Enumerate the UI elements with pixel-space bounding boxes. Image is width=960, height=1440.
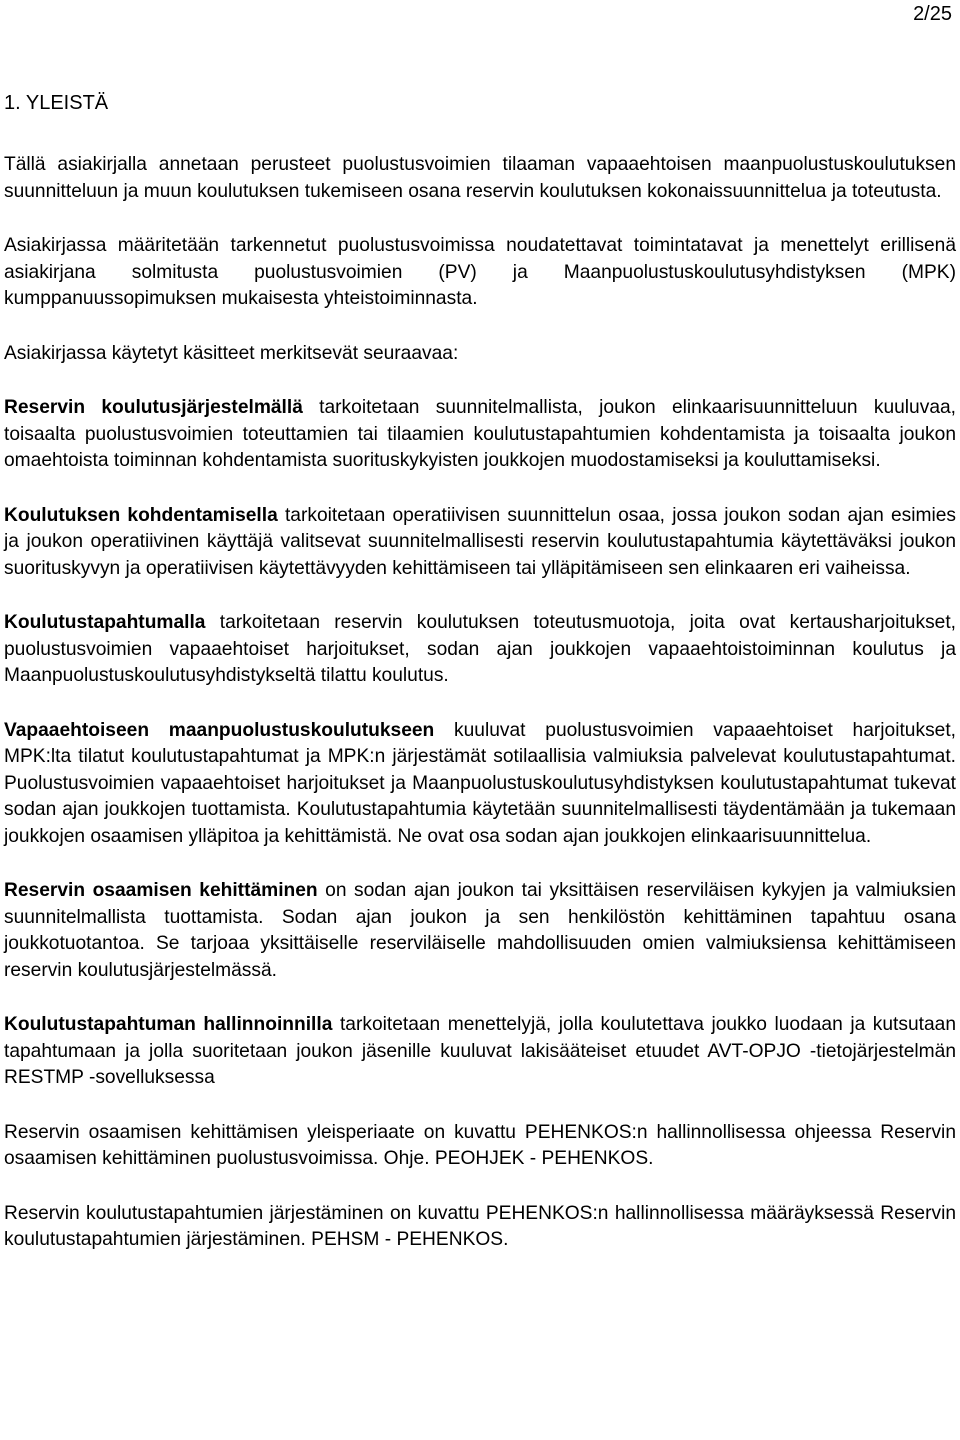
definition-paragraph xyxy=(4,1012,956,1092)
definition-paragraph xyxy=(4,610,956,690)
definition-term: Koulutustapahtumalla xyxy=(4,612,206,633)
definition-paragraph xyxy=(4,395,956,475)
definition-paragraph xyxy=(4,878,956,984)
definition-text: kuuluvat puolustusvoimien vapaaehtoiset harjoitukset, MPK:lta tilatut koulutustapahtumat ja MPK:n järjestämät sotilaallisia valmiuksia palvelevat koulutustapahtumat. Puolustusvoimien vapaaehtoiset harjoitukset ja Maanpuolustuskoulutusyhdistyksen koulutustapahtumat tukevat sodan ajan joukkojen tuottamista. Koulutustapahtumia käytetään suunnitelmallisesti täydentämään ja tukemaan joukkojen osaamisen ylläpitoa ja kehittämistä. Ne ovat osa sodan ajan joukkojen elinkaarisuunnittelua. xyxy=(4,719,956,847)
intro-paragraph: Asiakirjassa käytetyt käsitteet merkitsevät seuraavaa: xyxy=(4,342,459,364)
definition-text: tarkoitetaan menettelyjä, jolla koulutettava joukko luodaan ja kutsutaan tapahtumaan ja jolla suoritetaan joukon jäsenille kuuluvat lakisääteiset etuudet AVT-OPJO -tietojärjestelmän RESTMP -sovelluksessa xyxy=(4,1014,957,1088)
definition-term: Reservin koulutusjärjestelmällä xyxy=(4,397,303,418)
definition-text: tarkoitetaan reservin koulutuksen toteutusmuotoja, joita ovat kertausharjoitukset, puolustusvoimien vapaaehtoiset harjoitukset, sodan ajan joukkojen vapaaehtoistoiminnan koulutus ja Maanpuolustuskoulutusyhdistykseltä tilattu koulutus. xyxy=(4,612,956,686)
definition-text: on sodan ajan joukon tai yksittäisen reserviläisen kykyjen ja valmiuksien suunnitelmallista tuottamista. Sodan ajan joukon ja sen henkilöstön kehittäminen tapahtuu osana joukkotuotantoa. Se tarjoaa yksittäiselle reserviläiselle mahdollisuuden omien valmiuksiensa kehittämiseen reservin koulutusjärjestelmässä. xyxy=(4,880,956,981)
definition-term: Vapaaehtoiseen maanpuolustuskoulutukseen xyxy=(4,719,435,741)
definition-term: Reservin osaamisen kehittäminen xyxy=(4,880,318,901)
section-heading: 1. YLEISTÄ xyxy=(4,92,109,114)
reference-paragraph: Reservin koulutustapahtumien järjestäminen on kuvattu PEHENKOS:n hallinnollisessa määräyksessä Reservin koulutustapahtumien järjestäminen. PEHSM - PEHENKOS. xyxy=(4,1202,956,1250)
page-number: 2/25 xyxy=(913,3,952,25)
definition-text: tarkoitetaan operatiivisen suunnittelun osaa, jossa joukon sodan ajan esimies ja joukon operatiivinen käyttäjä valitsevat suunnitelmallisesti reservin koulutustapahtumia käytettäväksi joukon suorituskyvyn ja operatiivisen käytettävyyden kehittämiseen tai ylläpitämiseen sen elinkaaren eri vaiheissa. xyxy=(4,504,956,579)
intro-paragraph: Asiakirjassa määritetään tarkennetut puolustusvoimissa noudatettavat toimintatavat ja menettelyt erillisenä asiakirjana solmitusta puolustusvoimien (PV) ja Maanpuolustuskoulutusyhdistyksen (MPK) kumppanuussopimuksen mukaisesta yhteistoiminnasta. xyxy=(4,235,956,309)
definition-paragraph xyxy=(4,718,956,851)
reference-paragraph: Reservin osaamisen kehittämisen yleisperiaate on kuvattu PEHENKOS:n hallinnollisessa ohjeessa Reservin osaamisen kehittäminen puolustusvoimissa. Ohje. PEOHJEK - PEHENKOS. xyxy=(4,1121,956,1169)
definition-paragraph xyxy=(4,503,956,583)
definition-term: Koulutuksen kohdentamisella xyxy=(4,504,278,526)
intro-paragraph: Tällä asiakirjalla annetaan perusteet puolustusvoimien tilaaman vapaaehtoisen maanpuolustuskoulutuksen suunnitteluun ja muun koulutuksen tukemiseen osana reservin koulutuksen kokonaissuunnittelua ja toteutusta. xyxy=(4,154,956,202)
definition-text: tarkoitetaan suunnitelmallista, joukon elinkaarisuunnitteluun kuuluvaa, toisaalta puolustusvoimien toteuttamien tai tilaamien koulutustapahtumien kohdentamista ja toisaalta joukon omaehtoista toiminnan kohdentamista suorituskykyisten joukkojen muodostamiseksi ja kouluttamiseksi. xyxy=(4,397,956,471)
document-body xyxy=(4,90,956,1282)
definition-term: Koulutustapahtuman hallinnoinnilla xyxy=(4,1014,333,1035)
